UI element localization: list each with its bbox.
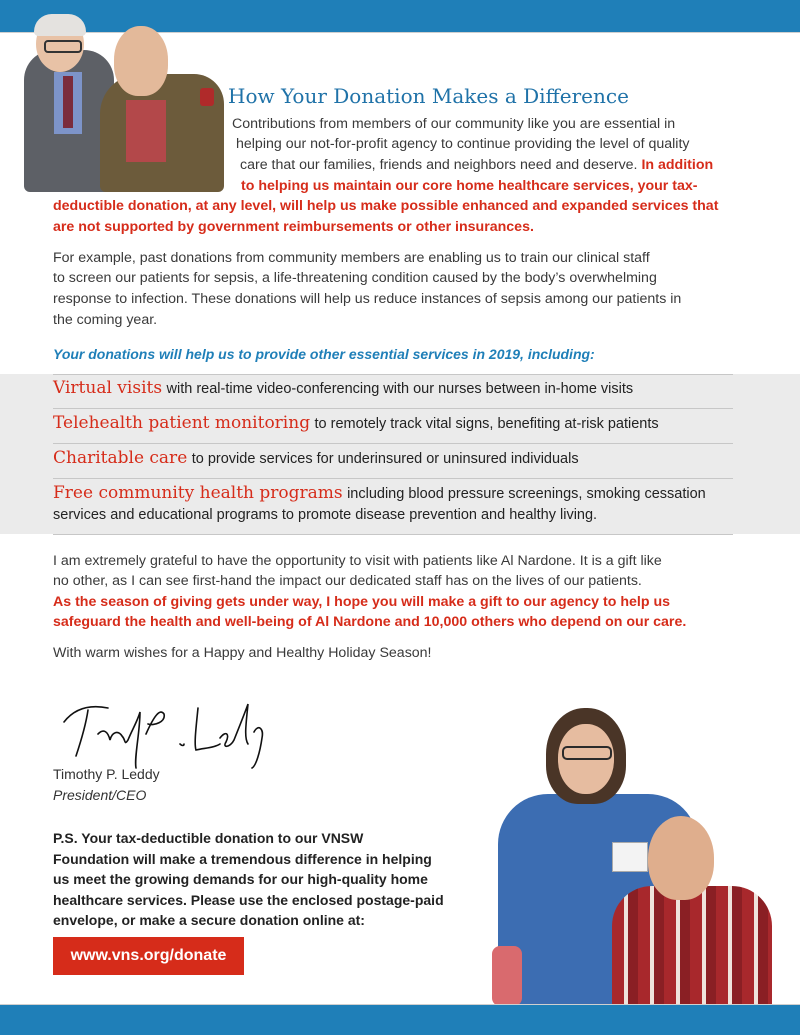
intro-line-2: helping our not-for-profit agency to continue providing the level of quality	[236, 136, 690, 152]
photo-veteran-head	[114, 26, 168, 96]
service-row-community-programs	[53, 483, 733, 535]
services-heading: Your donations will help us to provide other essential services in 2019, including:	[53, 346, 595, 362]
closing-wishes: With warm wishes for a Happy and Healthy Holiday Season!	[53, 645, 432, 661]
photo-veteran-shirt	[126, 100, 166, 162]
service-heading: Virtual visits	[53, 378, 163, 398]
ps-line-1: P.S. Your tax-deductible donation to our VNSW	[53, 830, 364, 846]
intro-red-line-1: to helping us maintain our core home healthcare services, your tax-	[241, 178, 698, 194]
service-description-cont: services and educational programs to promote disease prevention and healthy living.	[53, 507, 598, 523]
grateful-line-1: I am extremely grateful to have the opportunity to visit with patients like Al Nardone. It is a gift like	[53, 553, 662, 569]
service-description: including blood pressure screenings, smoking cessation	[347, 486, 706, 502]
signer-title: President/CEO	[53, 787, 147, 803]
example-line-1: For example, past donations from community members are enabling us to train our clinical staff	[53, 250, 650, 266]
photo-nurse-and-patient	[488, 706, 778, 1035]
bottom-color-band	[0, 1004, 800, 1035]
photo-man-glasses	[44, 40, 82, 53]
intro-line-3-text: care that our families, friends and neighbors need and deserve.	[240, 157, 638, 173]
intro-red-line-3: are not supported by government reimbursements or other insurances.	[53, 219, 534, 235]
photo-two-men	[14, 14, 228, 192]
photo-nurse-sleeve	[492, 946, 522, 1006]
service-heading: Telehealth patient monitoring	[53, 413, 311, 433]
service-row-telehealth	[53, 413, 733, 444]
service-description: with real-time video-conferencing with our nurses between in-home visits	[166, 381, 634, 397]
ps-line-2: Foundation will make a tremendous difference in helping	[53, 850, 432, 867]
grateful-red-line-1: As the season of giving gets under way, I hope you will make a gift to our agency to help us	[53, 594, 670, 610]
intro-red-line-2: deductible donation, at any level, will help us make possible enhanced and expanded services that	[53, 198, 719, 214]
photo-nurse-badge	[612, 842, 648, 872]
service-row-charitable-care	[53, 448, 733, 479]
signer-name: Timothy P. Leddy	[53, 766, 160, 782]
photo-man-tie	[63, 76, 73, 128]
ps-line-4: healthcare services. Please use the enclosed postage-paid	[53, 891, 444, 908]
service-description: to provide services for underinsured or uninsured individuals	[191, 451, 579, 467]
photo-veteran-patch	[200, 88, 214, 106]
intro-line-3-red: In addition	[641, 157, 714, 173]
service-description: to remotely track vital signs, benefiting at-risk patients	[314, 416, 659, 432]
example-line-3: response to infection. These donations will help us reduce instances of sepsis among our patients in	[53, 291, 682, 307]
donate-url-button[interactable]: www.vns.org/donate	[53, 937, 244, 975]
ps-paragraph	[53, 828, 444, 931]
signature-image	[58, 694, 278, 774]
photo-patient-head	[648, 816, 714, 900]
photo-man-hair	[34, 14, 86, 36]
intro-line-1: Contributions from members of our community like you are essential in	[232, 116, 676, 132]
ps-line-5: envelope, or make a secure donation online at:	[53, 912, 365, 928]
grateful-line-2: no other, as I can see first-hand the impact our dedicated staff has on the lives of our patients.	[53, 573, 642, 589]
grateful-red-line-2: safeguard the health and well-being of Al Nardone and 10,000 others who depend on our care.	[53, 614, 687, 630]
example-line-2: to screen our patients for sepsis, a life-threatening condition caused by the body’s overwhelming	[53, 270, 657, 286]
page-title: How Your Donation Makes a Difference	[228, 84, 629, 108]
photo-nurse-glasses	[562, 746, 612, 760]
intro-line-3	[240, 155, 713, 176]
example-line-4: the coming year.	[53, 312, 158, 328]
service-heading: Free community health programs	[53, 483, 343, 503]
services-divider-top	[53, 374, 733, 375]
service-heading: Charitable care	[53, 448, 188, 468]
service-row-virtual-visits	[53, 378, 733, 409]
ps-line-3: us meet the growing demands for our high-quality home	[53, 871, 428, 887]
